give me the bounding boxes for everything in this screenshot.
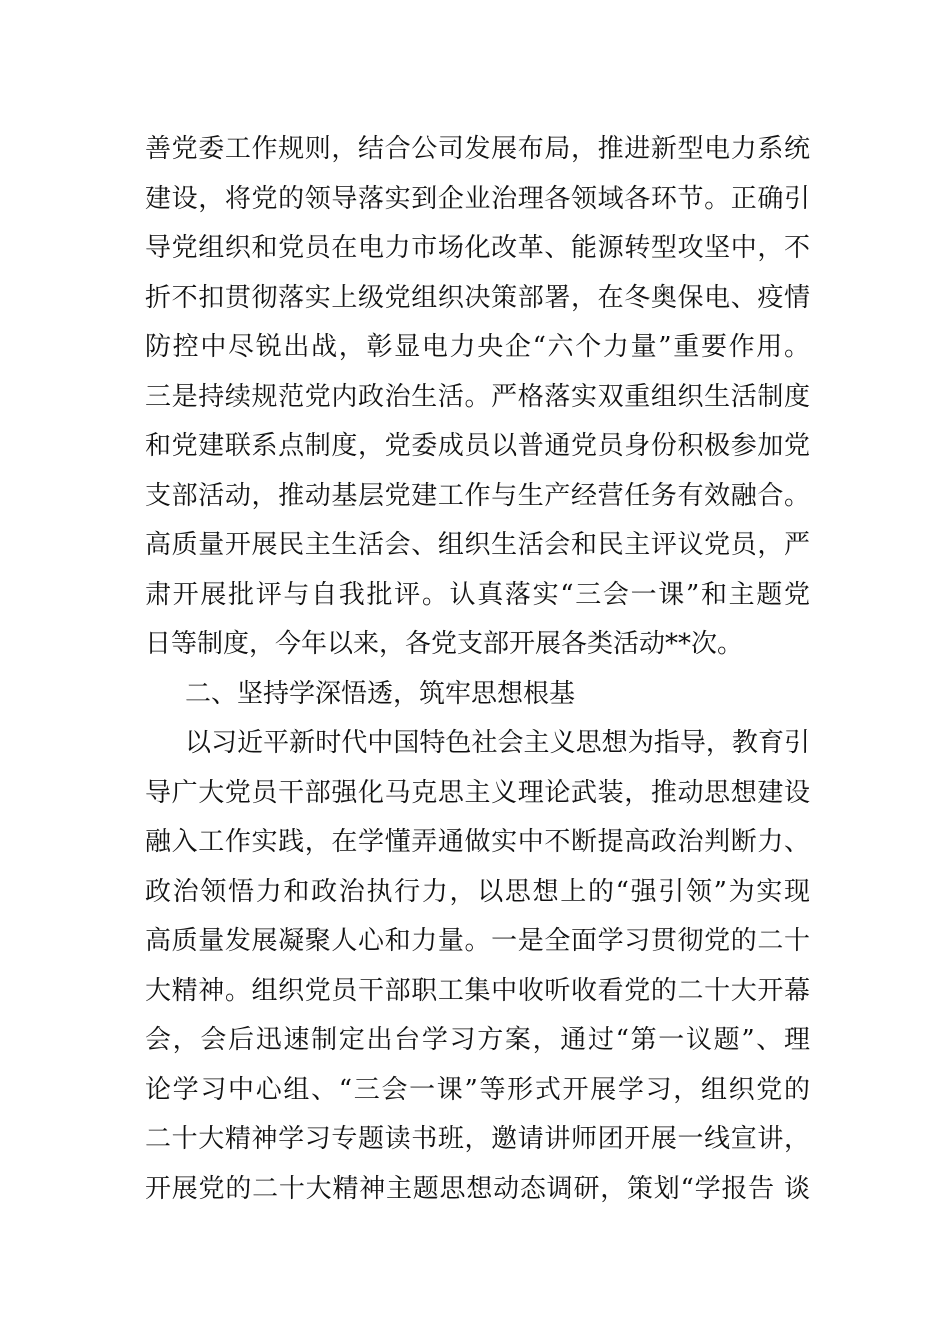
text-line: 大精神。组织党员干部职工集中收听收看党的二十大开幕: [145, 975, 810, 1006]
text-line: 三是持续规范党内政治生活。严格落实双重组织生活制度: [145, 381, 810, 412]
text-line: 论学习中心组、“三会一课”等形式开展学习，组织党的: [145, 1074, 810, 1105]
text-line: 防控中尽锐出战，彰显电力央企“六个力量”重要作用。: [145, 332, 810, 362]
text-line: 肃开展批评与自我批评。认真落实“三会一课”和主题党: [145, 579, 810, 610]
document-body: [145, 125, 810, 1214]
text-line: 导党组织和党员在电力市场化改革、能源转型攻坚中，不: [145, 233, 810, 263]
text-line: 日等制度，今年以来，各党支部开展各类活动**次。: [145, 629, 744, 659]
text-line: 和党建联系点制度，党委成员以普通党员身份积极参加党: [145, 431, 810, 461]
text-line: 融入工作实践，在学懂弄通做实中不断提高政治判断力、: [145, 827, 810, 857]
text-line: 建设，将党的领导落实到企业治理各领域各环节。正确引: [145, 183, 810, 214]
text-line: 二十大精神学习专题读书班，邀请讲师团开展一线宣讲，: [145, 1124, 810, 1154]
text-line: 折不扣贯彻落实上级党组织决策部署，在冬奥保电、疫情: [145, 282, 810, 313]
text-line: 善党委工作规则，结合公司发展布局，推进新型电力系统: [145, 134, 810, 164]
text-line: 会，会后迅速制定出台学习方案，通过“第一议题”、理: [145, 1025, 810, 1055]
text-line: 高质量发展凝聚人心和力量。一是全面学习贯彻党的二十: [145, 926, 810, 956]
text-line: 以习近平新时代中国特色社会主义思想为指导，教育引: [185, 728, 810, 758]
text-line: 高质量开展民主生活会、组织生活会和民主评议党员，严: [145, 530, 810, 560]
text-line: 支部活动，推动基层党建工作与生产经营任务有效融合。: [145, 480, 810, 511]
text-line: 开展党的二十大精神主题思想动态调研，策划“学报告 谈: [145, 1173, 810, 1204]
text-line: 导广大党员干部强化马克思主义理论武装，推动思想建设: [145, 777, 810, 808]
text-line: 政治领悟力和政治执行力，以思想上的“强引领”为实现: [145, 876, 810, 907]
section-heading: 二、坚持学深悟透，筑牢思想根基: [185, 678, 576, 709]
